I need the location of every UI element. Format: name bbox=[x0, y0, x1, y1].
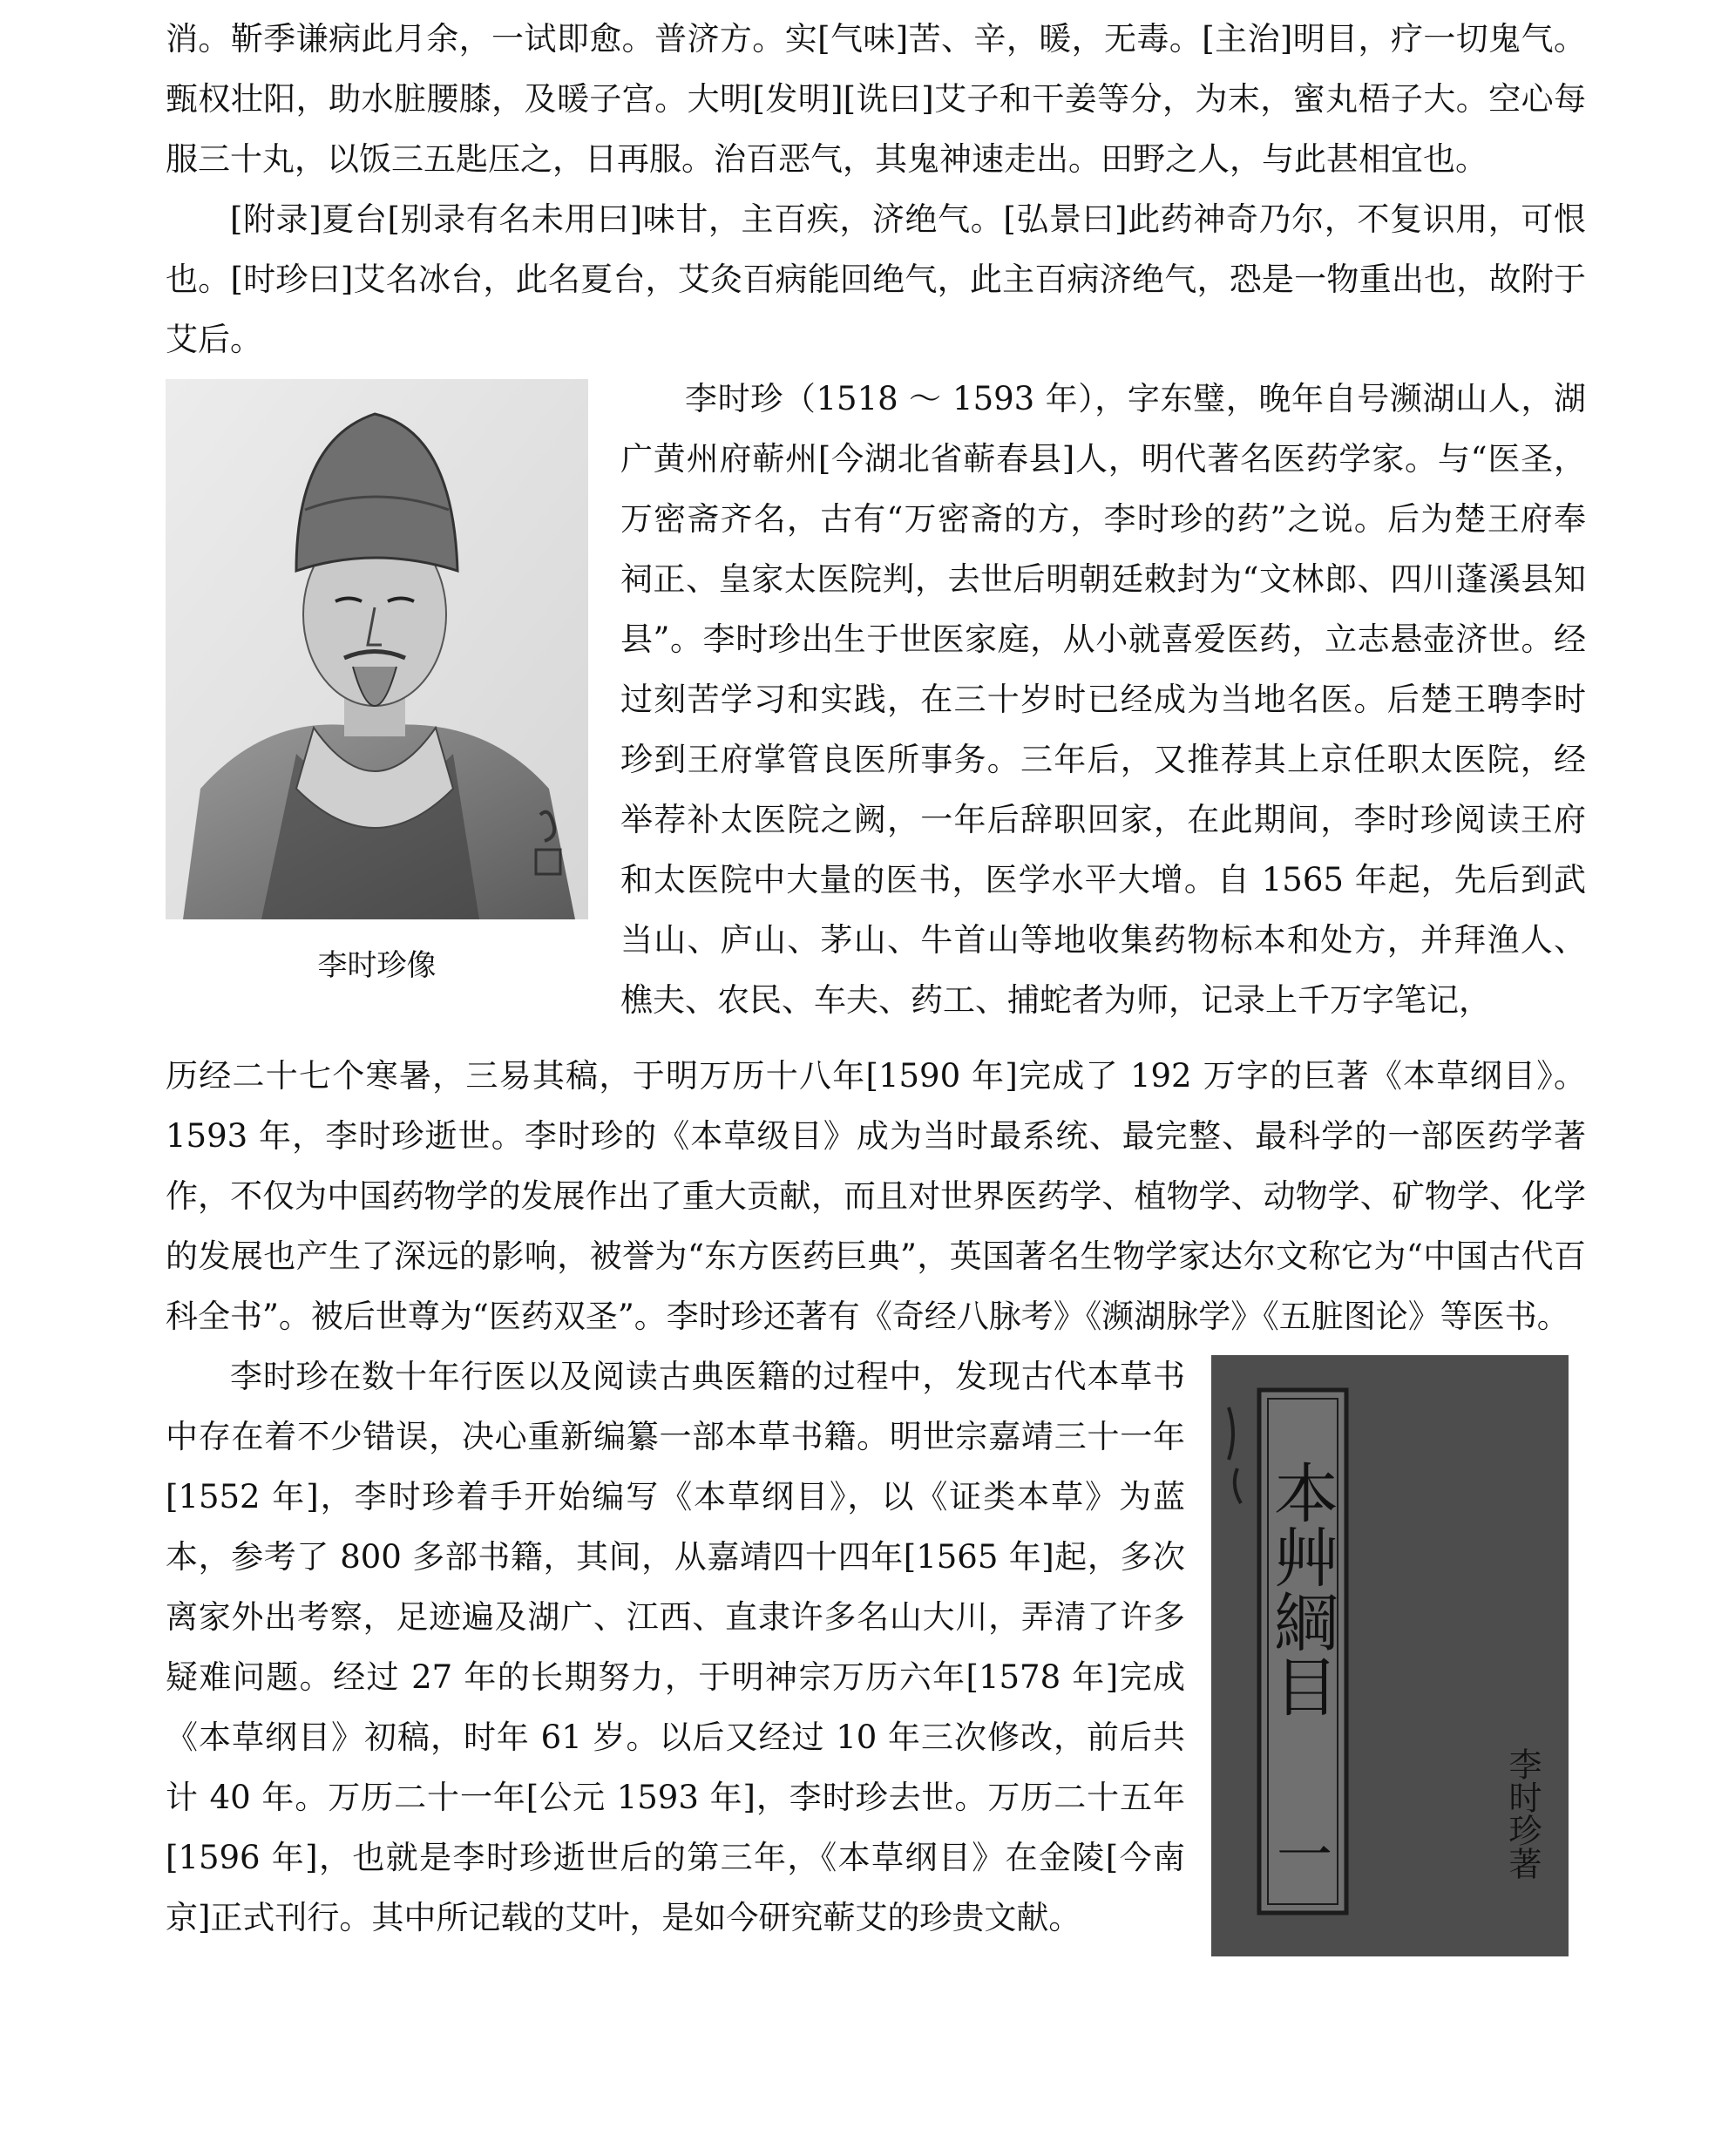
portrait-figure bbox=[166, 379, 588, 919]
paragraph-biography: 李时珍（1518 ～ 1593 年），字东璧，晚年自号濒湖山人，湖广黄州府蕲州[今湖北省蕲春县]人，明代著名医药学家。与“医圣，万密斋齐名，古有“万密斋的方，李时珍的药”之说。后为楚王府奉祠正、皇家太医院判，去世后明朝廷敕封为“文林郎、四川蓬溪县知县”。李时珍出生于世医家庭，从小就喜爱医药，立志悬壶济世。经过刻苦学习和实践，在三十岁时已经成为当地名医。后楚王聘李时珍到王府掌管良医所事务。三年后，又推荐其上京任职太医院，经举荐补太医院之阙，一年后辞职回家，在此期间，李时珍阅读王府和太医院中大量的医书，医学水平大增。自 1565 年起，先后到武当山、庐山、茅山、牛首山等地收集药物标本和处方，并拜渔人、樵夫、农民、车夫、药工、捕蛇者为师，记录上千万字笔记， bbox=[620, 380, 1586, 1019]
book-cover-figure bbox=[1211, 1355, 1569, 1956]
paragraph-compilation: 李时珍在数十年行医以及阅读古典医籍的过程中，发现古代本草书中存在着不少错误，决心重新编纂一部本草书籍。明世宗嘉靖三十一年[1552 年]，李时珍着手开始编写《本草纲目》，以《证类本草》为蓝本，参考了 800 多部书籍，其间，从嘉靖四十四年[1565 年]起，多次离家外出考察，足迹遍及湖广、江西、直隶许多名山大川，弄清了许多疑难问题。经过 27 年的长期努力，于明神宗万历六年[1578 年]完成《本草纲目》初稿，时年 61 岁。以后又经过 10 年三次修改，前后共计 40 年。万历二十一年[公元 1593 年]，李时珍去世。万历二十五年[1596 年]，也就是李时珍逝世后的第三年，《本草纲目》在金陵[今南京]正式刊行。其中所记载的艾叶，是如今研究蕲艾的珍贵文献。 bbox=[166, 1358, 1185, 1936]
book-author-label: 李时珍著 bbox=[1503, 1747, 1542, 1880]
portrait-caption: 李时珍像 bbox=[317, 948, 437, 983]
paragraph-formula: 消。靳季谦病此月余，一试即愈。普济方。实[气味]苦、辛，暖，无毒。[主治]明目，疗一切鬼气。甄权壮阳，助水脏腰膝，及暖子宫。大明[发明][诜曰]艾子和干姜等分，为末，蜜丸梧子大。空心每服三十丸，以饭三五匙压之，日再服。治百恶气，其鬼神速走出。田野之人，与此甚相宜也。 bbox=[166, 20, 1586, 178]
paragraph-biography-continued: 历经二十七个寒暑，三易其稿，于明万历十八年[1590 年]完成了 192 万字的巨著《本草纲目》。1593 年，李时珍逝世。李时珍的《本草级目》成为当时最系统、最完整、最科学的一部医药学著作，不仅为中国药物学的发展作出了重大贡献，而且对世界医药学、植物学、动物学、矿物学、化学的发展也产生了深远的影响，被誉为“东方医药巨典”，英国著名生物学家达尔文称它为“中国古代百科全书”。被后世尊为“医药双圣”。李时珍还著有《奇经八脉考》《濒湖脉学》《五脏图论》等医书。 bbox=[166, 1057, 1586, 1335]
portrait-illustration bbox=[166, 379, 588, 919]
paragraph-appendix: [附录]夏台[别录有名未用曰]味甘，主百疾，济绝气。[弘景曰]此药神奇乃尔，不复识用，可恨也。[时珍曰]艾名冰台，此名夏台，艾灸百病能回绝气，此主百病济绝气，恐是一物重出也，故附于艾后。 bbox=[166, 200, 1586, 358]
book-title: 本艸綱目 bbox=[1264, 1460, 1338, 1718]
book-volume: 一 bbox=[1277, 1824, 1332, 1888]
